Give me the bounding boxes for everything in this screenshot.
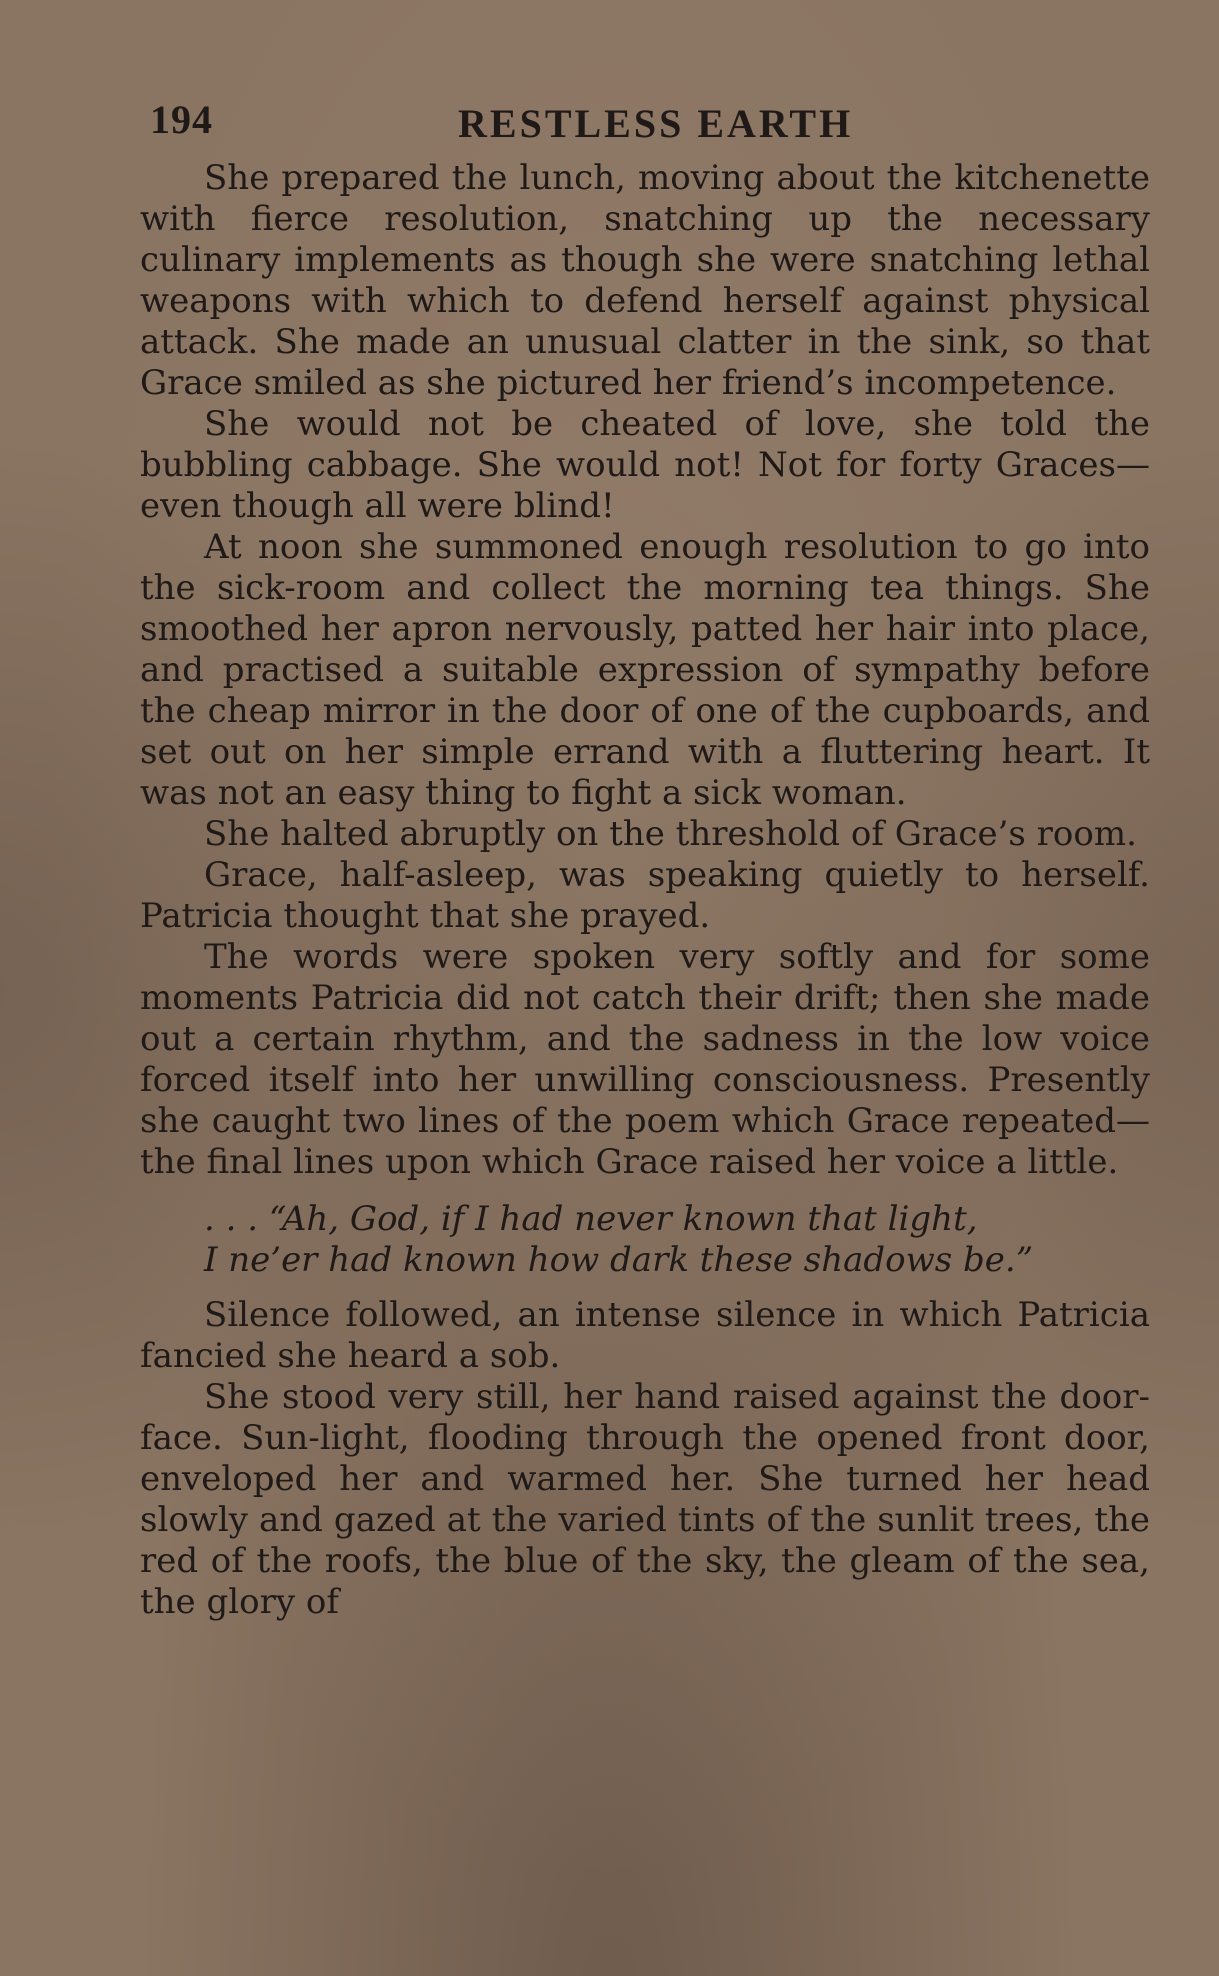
- poem-quote: [204, 1199, 1150, 1281]
- paragraph: She halted abruptly on the threshold of Grace’s room.: [204, 814, 1137, 854]
- running-title: RESTLESS EARTH: [458, 101, 854, 146]
- body-text: [140, 158, 1150, 1623]
- poem-line: . . . “Ah, God, if I had never known that light,: [204, 1199, 978, 1239]
- page-number: 194: [150, 97, 213, 142]
- paragraph: She stood very still, her hand raised against the door-face. Sun-light, flooding through the opened front door, enveloped her and warmed her. She turned her head slowly and gazed at the varied tints of the sunlit trees, the red of the roofs, the blue of the sky, the gleam of the sea, the glory of: [140, 1377, 1150, 1622]
- poem-line: I ne’er had known how dark these shadows be.”: [204, 1240, 1034, 1280]
- paragraph: She prepared the lunch, moving about the kitchenette with fierce resolution, snatching up the necessary culinary implements as though she were snatching lethal weapons with which to defend herself against physical attack. She made an unusual clatter in the sink, so that Grace smiled as she pictured her friend’s incompetence.: [140, 158, 1150, 403]
- paragraph: At noon she summoned enough resolution to go into the sick-room and collect the morning tea things. She smoothed her apron nervously, patted her hair into place, and practised a suitable expression of sympathy before the cheap mirror in the door of one of the cupboards, and set out on her simple errand with a fluttering heart. It was not an easy thing to fight a sick woman.: [140, 527, 1150, 813]
- paragraph: The words were spoken very softly and for some moments Patricia did not catch their drift; then she made out a certain rhythm, and the sadness in the low voice forced itself into her unwilling consciousness. Presently she caught two lines of the poem which Grace repeated—the final lines upon which Grace raised her voice a little.: [140, 937, 1150, 1182]
- paragraph: She would not be cheated of love, she told the bubbling cabbage. She would not! Not for forty Graces—even though all were blind!: [140, 404, 1150, 526]
- paragraph: Silence followed, an intense silence in which Patricia fancied she heard a sob.: [140, 1295, 1150, 1376]
- page-header: [150, 96, 1150, 148]
- paragraph: Grace, half-asleep, was speaking quietly to herself. Patricia thought that she prayed.: [140, 855, 1150, 936]
